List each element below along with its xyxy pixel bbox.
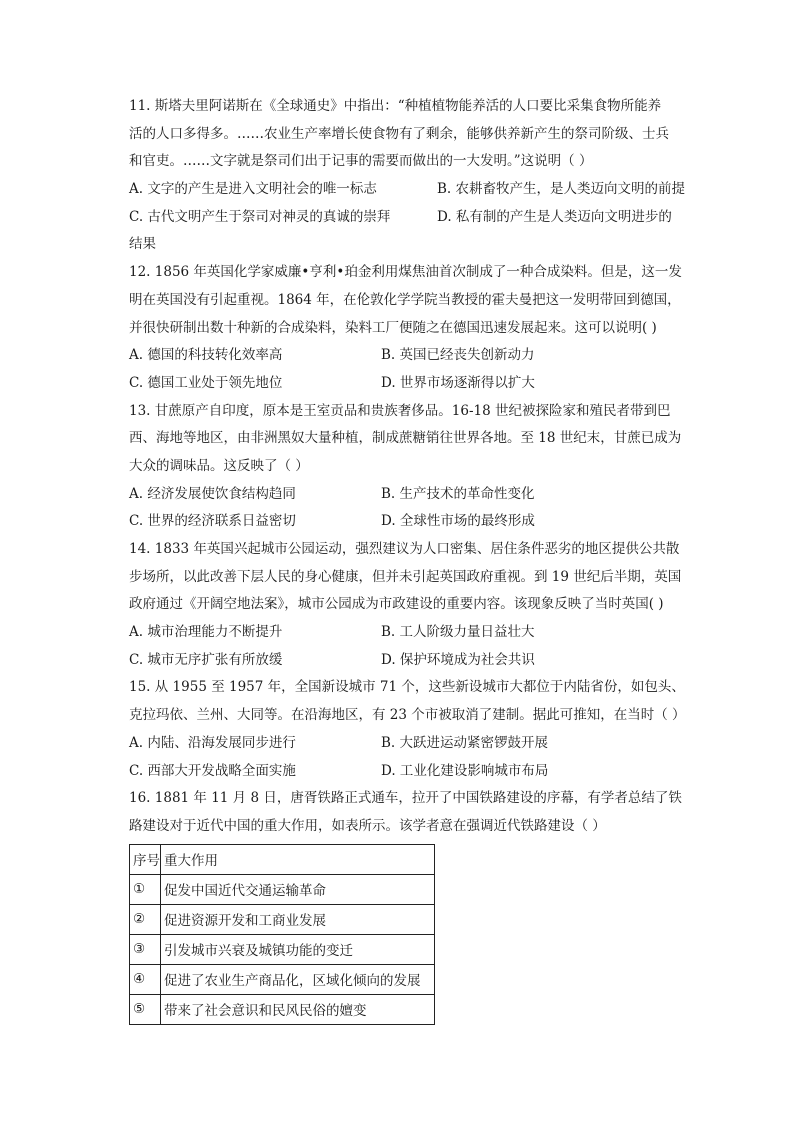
table-row [130,934,435,964]
option-row [129,730,694,758]
option-d[interactable]: D. 工业化建设影响城市布局 [381,762,549,779]
question-stem-line: 16. 1881 年 11 月 8 日，唐胥铁路正式通车，拉开了中国铁路建设的序幕，有学者总结了铁 [129,790,682,807]
question-stem-line: 并很快研制出数十种新的合成染料，染料工厂便随之在德国迅速发展起来。这可以说明( ) [129,319,657,336]
option-a[interactable]: A. 城市治理能力不断提升 [129,624,283,641]
exam-page [129,93,694,1025]
question-stem-line: 15. 从 1955 至 1957 年，全国新设城市 71 个，这些新设城市大都位于内陆省份，如包头、 [129,679,685,696]
option-b[interactable]: B. 英国已经丧失创新动力 [381,347,535,364]
table-row [130,964,435,994]
table-cell: ④ [130,964,161,994]
table-cell: 促进了农业生产商品化，区域化倾向的发展 [161,964,435,994]
question-stem-line: 11. 斯塔夫里阿诺斯在《全球通史》中指出：“种植植物能养活的人口要比采集食物所能养 [129,98,662,114]
option-row [129,370,694,398]
railway-effects-table [129,844,435,1025]
question-stem-line: 步场所，以此改善下层人民的身心健康，但并未引起英国政府重视。到 19 世纪后半期，英国 [129,568,682,585]
question-15 [129,674,694,785]
question-12 [129,259,694,397]
option-d[interactable]: D. 世界市场逐渐得以扩大 [381,374,535,391]
option-d[interactable]: D. 私有制的产生是人类迈向文明进步的 [437,208,672,225]
table-cell: ② [130,904,161,934]
question-stem-line: 14. 1833 年英国兴起城市公园运动，强烈建议为人口密集、居住条件恶劣的地区提供公共散 [129,541,680,557]
option-row [129,176,694,204]
question-stem-line: 克拉玛依、兰州、大同等。在沿海地区，有 23 个市被取消了建制。据此可推知，在当时（ ） [129,707,686,724]
option-row [129,508,694,536]
option-c[interactable]: C. 德国工业处于领先地位 [129,374,283,391]
option-b[interactable]: B. 大跃进运动紧密锣鼓开展 [381,734,549,751]
option-row [129,758,694,786]
option-row [129,481,694,509]
table-cell: 带来了社会意识和民风民俗的嬗变 [161,994,435,1024]
option-c[interactable]: C. 西部大开发战略全面实施 [129,762,296,779]
question-11 [129,93,694,259]
option-a[interactable]: A. 德国的科技转化效率高 [129,347,283,364]
option-a[interactable]: A. 内陆、沿海发展同步进行 [129,734,296,751]
table-cell: ⑤ [130,994,161,1024]
option-row [129,204,694,232]
option-c[interactable]: C. 城市无序扩张有所放缓 [129,651,283,668]
question-stem-line: 路建设对于近代中国的重大作用，如表所示。该学者意在强调近代铁路建设（ ） [129,817,606,834]
question-stem-line: 大众的调味品。这反映了（ ） [129,457,309,474]
option-b[interactable]: B. 工人阶级力量日益壮大 [381,624,535,641]
table-cell: 促进资源开发和工商业发展 [161,904,435,934]
table-row [130,904,435,934]
option-c[interactable]: C. 古代文明产生于祭司对神灵的真诚的崇拜 [129,208,391,225]
option-b[interactable]: B. 生产技术的革命性变化 [381,485,535,502]
question-16 [129,785,694,1024]
option-d[interactable]: D. 全球性市场的最终形成 [381,513,535,530]
table-row [130,874,435,904]
question-13 [129,398,694,536]
option-row [129,647,694,675]
option-row [129,342,694,370]
option-d[interactable]: D. 保护环境成为社会共识 [381,651,535,668]
question-stem-line: 13. 甘蔗原产自印度，原本是王室贡品和贵族奢侈品。16-18 世纪被探险家和殖民者带到巴 [129,402,671,419]
question-stem-line: 明在英国没有引起重视。1864 年，在伦敦化学学院当教授的霍夫曼把这一发明带回到德国， [129,291,681,308]
question-stem-line: 12. 1856 年英国化学家威廉•亨利•珀金利用煤焦油首次制成了一种合成染料。但是，这一发 [129,264,682,281]
question-stem-line: 政府通过《开阔空地法案》，城市公园成为市政建设的重要内容。该现象反映了当时英国( ) [129,596,664,613]
question-stem-line: 活的人口多得多。……农业生产率增长使食物有了剩余，能够供养新产生的祭司阶级、士兵 [129,125,669,142]
table-header-row [130,844,435,874]
table-cell: ③ [130,934,161,964]
table-cell: 引发城市兴衰及城镇功能的变迁 [161,934,435,964]
option-a[interactable]: A. 经济发展使饮食结构趋同 [129,485,296,502]
table-header-cell: 序号 [130,844,161,874]
question-stem-line: 和官吏。……文字就是祭司们出于记事的需要而做出的一大发明。”这说明（ ） [129,153,593,170]
table-cell: ① [130,874,161,904]
option-d-continued: 结果 [129,236,156,253]
option-c[interactable]: C. 世界的经济联系日益密切 [129,513,296,530]
option-a[interactable]: A. 文字的产生是进入文明社会的唯一标志 [129,181,377,198]
question-stem-line: 西、海地等地区，由非洲黑奴大量种植，制成蔗糖销往世界各地。至 18 世纪末，甘蔗已成为 [129,430,682,447]
table-row [130,994,435,1024]
option-b[interactable]: B. 农耕畜牧产生，是人类迈向文明的前提 [437,181,686,198]
option-row [129,619,694,647]
question-14 [129,536,694,674]
table-header-cell: 重大作用 [161,844,435,874]
table-cell: 促发中国近代交通运输革命 [161,874,435,904]
